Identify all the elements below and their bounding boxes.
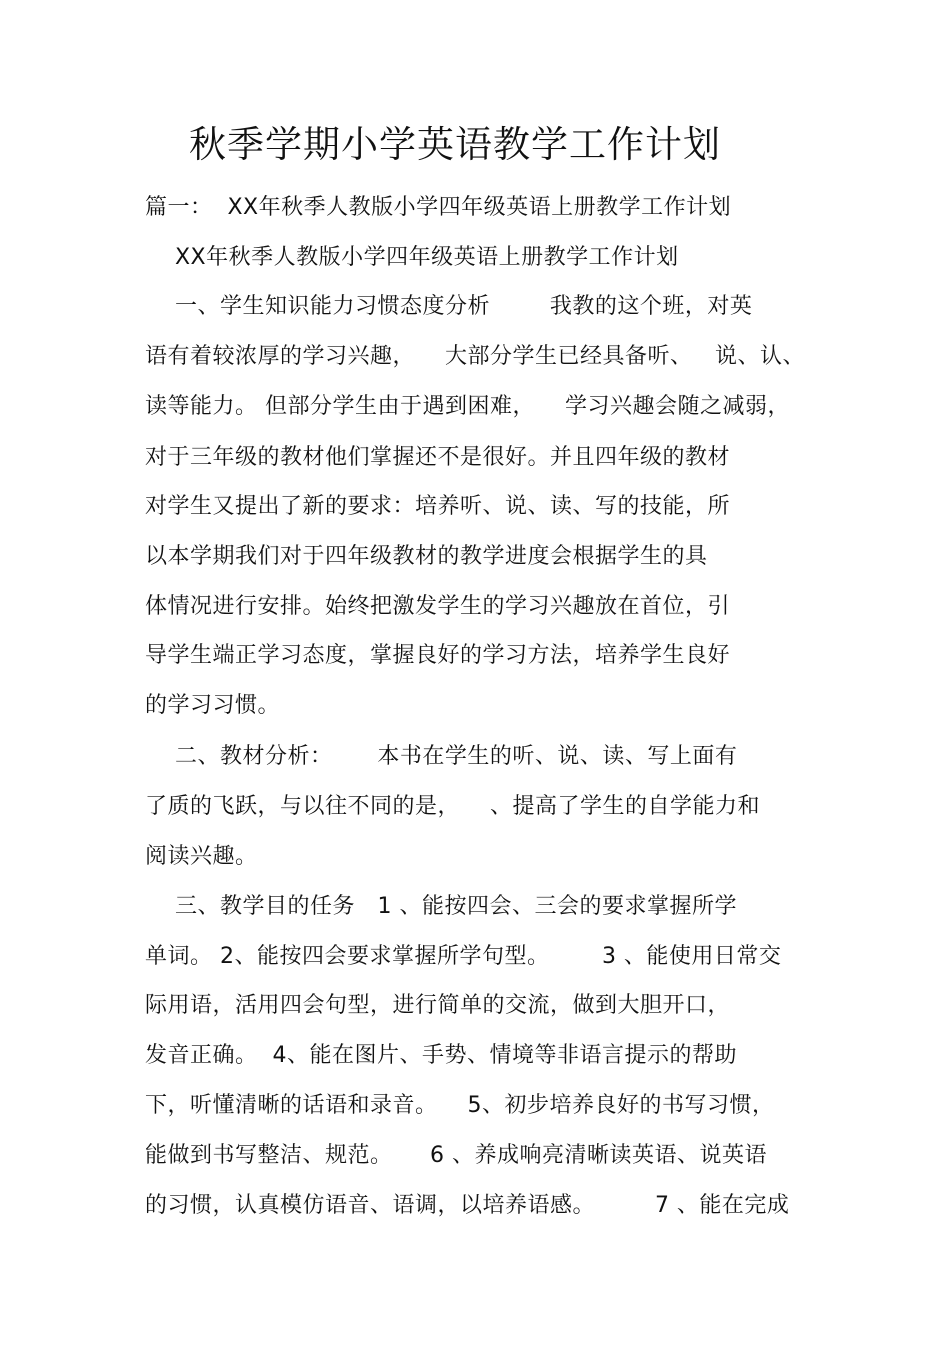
text-line: XX年秋季人教版小学四年级英语上册教学工作计划 bbox=[145, 245, 679, 270]
text-line: 际用语，活用四会句型，进行简单的交流，做到大胆开口， bbox=[145, 993, 731, 1018]
text-line: 下，听懂清晰的话语和录音。 5、初步培养良好的书写习惯， bbox=[145, 1093, 775, 1118]
text-line: 对于三年级的教材他们掌握还不是很好。并且四年级的教材 bbox=[145, 445, 731, 470]
text-line: 能做到书写整洁、规范。 6 、养成响亮清晰读英语、说英语 bbox=[145, 1143, 767, 1168]
text-line: 二、教材分析： 本书在学生的听、说、读、写上面有 bbox=[145, 744, 738, 769]
text-line: 阅读兴趣。 bbox=[145, 844, 258, 869]
text-line: 读等能力。 但部分学生由于遇到困难， 学习兴趣会随之减弱， bbox=[145, 394, 790, 419]
document-title: 秋季学期小学英语教学工作计划 bbox=[189, 123, 721, 166]
text-line: 语有着较浓厚的学习兴趣， 大部分学生已经具备听、 说、认、 bbox=[145, 344, 805, 369]
text-line: 体情况进行安排。始终把激发学生的学习兴趣放在首位，引 bbox=[145, 594, 731, 619]
text-line: 对学生又提出了新的要求：培养听、说、读、写的技能，所 bbox=[145, 494, 731, 519]
text-line: 导学生端正学习态度，掌握良好的学习方法，培养学生良好 bbox=[145, 643, 731, 668]
text-line: 了质的飞跃，与以往不同的是， 、提高了学生的自学能力和 bbox=[145, 794, 760, 819]
text-line: 三、教学目的任务 1 、能按四会、三会的要求掌握所学 bbox=[145, 894, 737, 919]
text-line: 以本学期我们对于四年级教材的教学进度会根据学生的具 bbox=[145, 544, 708, 569]
text-line: 的学习习惯。 bbox=[145, 693, 281, 718]
text-line: 篇一： XX年秋季人教版小学四年级英语上册教学工作计划 bbox=[145, 195, 732, 220]
text-line: 的习惯，认真模仿语音、语调，以培养语感。 7 、能在完成 bbox=[145, 1193, 790, 1218]
text-line: 发音正确。 4、能在图片、手势、情境等非语言提示的帮助 bbox=[145, 1043, 737, 1068]
text-line: 单词。 2、能按四会要求掌握所学句型。 3 、能使用日常交 bbox=[145, 944, 782, 969]
text-line: 一、学生知识能力习惯态度分析 我教的这个班，对英 bbox=[145, 294, 753, 319]
